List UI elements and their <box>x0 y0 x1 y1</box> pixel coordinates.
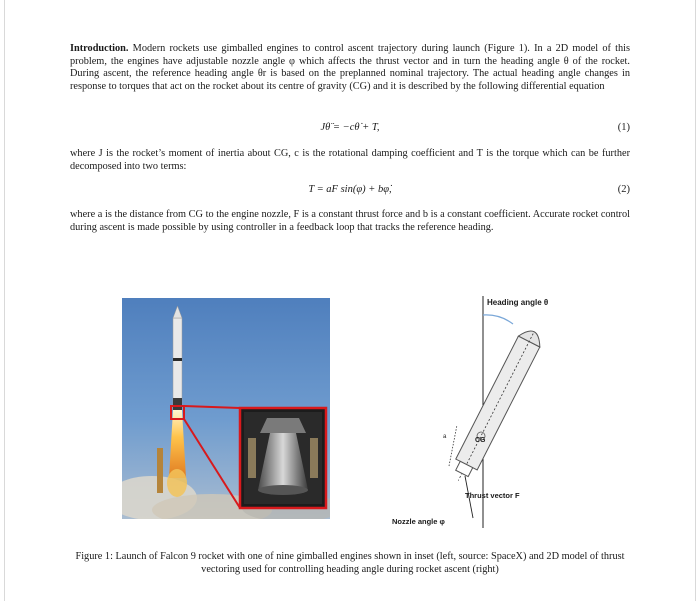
distance-a-label: a <box>443 434 447 440</box>
rocket-interstage <box>173 358 182 361</box>
rocket-body <box>173 318 182 410</box>
exhaust-glow <box>167 469 187 497</box>
thrust-vectoring-diagram <box>385 290 585 530</box>
engine-mount <box>260 418 306 433</box>
falcon9-photo-drawing <box>122 298 330 519</box>
engine-plumbing <box>310 438 318 478</box>
heading-angle-arc <box>483 315 513 324</box>
intro-paragraph <box>70 43 630 93</box>
paragraph-2: where J is the rocket’s moment of inertia about CG, c is the rotational damping coefficient and T is the torque which can be further decomposed into two terms: <box>70 148 630 172</box>
cg-label: CG <box>475 437 486 444</box>
equation-2-body: T = aF sin(φ) + bφ̇, <box>308 184 392 195</box>
intro-heading: Introduction. <box>70 43 129 54</box>
distance-a-line <box>449 425 457 466</box>
page-edge-left <box>4 0 5 601</box>
equation-1-number: (1) <box>617 122 630 133</box>
heading-angle-label: Heading angle θ <box>487 298 549 307</box>
paragraph-3: where a is the distance from CG to the engine nozzle, F is a constant thrust force and b is a constant coefficient. Accurate rocket control during ascent is made possible by using controller in a feedback loop that tracks the reference heading. <box>70 209 630 233</box>
equation-1 <box>70 122 630 136</box>
intro-text: Modern rockets use gimballed engines to control ascent trajectory during launch (Figure 1). In a 2D model of this problem, the engines have adjustable nozzle angle φ which affects the thrust vector and in turn the heading angle θ of the rocket. During ascent, the reference heading angle θr is based on the preplanned nominal trajectory. The actual heading angle changes in response to torques that act on the rocket about its centre of gravity (CG) and it is described by the following differential equation <box>70 43 630 92</box>
thrust-vector-label: Thrust vector F <box>465 491 520 500</box>
launch-tower <box>157 448 163 493</box>
rocket-model <box>448 326 545 486</box>
falcon9-launch-photo <box>122 298 330 519</box>
rocket-engine-section <box>173 398 182 410</box>
nozzle-angle-label: Nozzle angle φ <box>392 517 445 526</box>
equation-1-body: Jθ̈ = −cθ̇ + T, <box>320 122 380 133</box>
nozzle-exit <box>258 485 308 495</box>
figure-caption: Figure 1: Launch of Falcon 9 rocket with one of nine gimballed engines shown in inset (left, source: SpaceX) and 2D model of thrust vectoring used for controlling heading angle during rocket ascent (right) <box>75 551 625 575</box>
equation-2 <box>70 184 630 198</box>
equation-2-number: (2) <box>617 184 630 195</box>
thrust-vectoring-drawing <box>385 290 585 530</box>
page-edge-right <box>695 0 696 601</box>
engine-plumbing <box>248 438 256 478</box>
